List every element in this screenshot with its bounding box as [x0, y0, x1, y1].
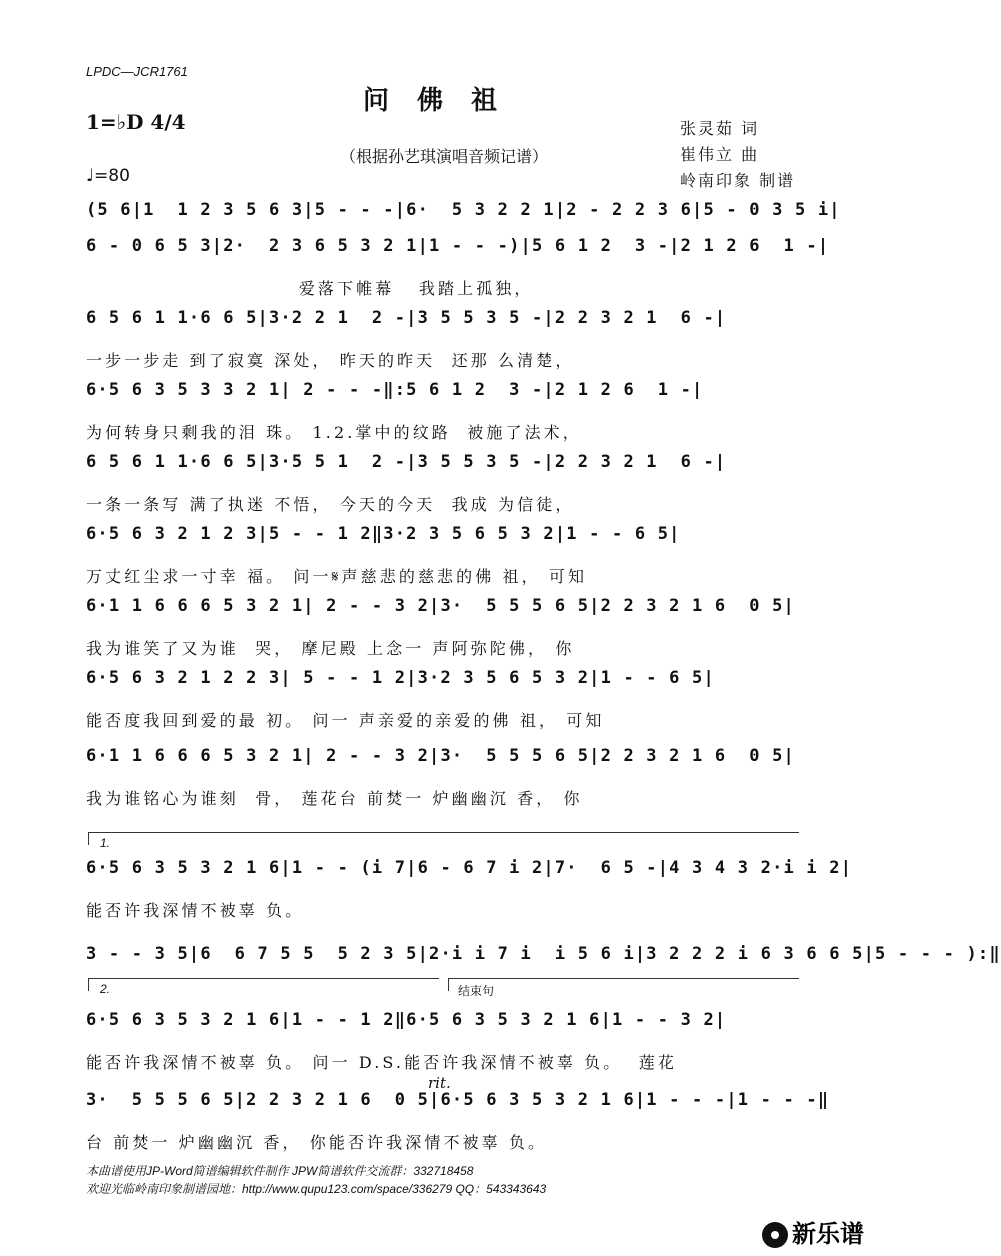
notation-line: 6·1 1 6 6 6 5 3 2 1| 2 - - 3 2|3· 5 5 5 6 5|2 2 3 2 1 6 0 5|	[86, 596, 795, 616]
notation-line: (5 6|1 1 2 3 5 6 3|5 - - -|6· 5 3 2 2 1|2 - 2 2 3 6|5 - 0 3 5 i|	[86, 200, 841, 220]
lyric-line: 万丈红尘求一寸幸 福。 问一𝄋声慈悲的慈悲的佛 祖， 可知	[86, 567, 588, 586]
notation-line: 6 5 6 1 1·6 6 5|3·5 5 1 2 -|3 5 5 3 5 -|2 2 3 2 1 6 -|	[86, 452, 727, 472]
notation-line: 3· 5 5 5 6 5|2 2 3 2 1 6 0 5|6·5 6 3 5 3 2 1 6|1 - - -|1 - - -‖	[86, 1090, 830, 1110]
vinyl-disc-icon	[762, 1222, 788, 1248]
arranger-credit: 岭南印象 制谱	[680, 171, 796, 190]
lyric-line: 台 前焚一 炉幽幽沉 香， 你能否许我深情不被辜 负。	[86, 1133, 548, 1152]
composer-credit: 崔伟立 曲	[680, 145, 760, 164]
lyric-line: 一条一条写 满了执迷 不悟， 今天的今天 我成 为信徒，	[86, 495, 575, 514]
score-code: LPDC—JCR1761	[86, 64, 188, 79]
notation-line: 6·5 6 3 5 3 2 1 6|1 - - 1 2‖6·5 6 3 5 3 2 1 6|1 - - 3 2|	[86, 1010, 727, 1030]
lyricist-credit: 张灵茹 词	[680, 119, 760, 138]
ending-bracket	[448, 978, 799, 991]
notation-line: 6·5 6 3 2 1 2 3|5 - - 1 2‖3·2 3 5 6 5 3 2|1 - - 6 5|	[86, 524, 681, 544]
notation-line: 6·1 1 6 6 6 5 3 2 1| 2 - - 3 2|3· 5 5 5 6 5|2 2 3 2 1 6 0 5|	[86, 746, 795, 766]
lyric-line: 一步一步走 到了寂寞 深处， 昨天的昨天 还那 么清楚，	[86, 351, 575, 370]
lyric-line: 为何转身只剩我的泪 珠。 1.2.掌中的纹路 被施了法术，	[86, 423, 582, 442]
volta-second-label: 2.	[100, 982, 111, 996]
notation-line: 6·5 6 3 5 3 2 1 6|1 - - (i 7|6 - 6 7 i 2|7· 6 5 -|4 3 4 3 2·i i 2|	[86, 858, 853, 878]
tempo-marking: ♩=80	[86, 166, 130, 186]
notation-line: 6·5 6 3 2 1 2 2 3| 5 - - 1 2|3·2 3 5 6 5 3 2|1 - - 6 5|	[86, 668, 715, 688]
notation-line: 6 5 6 1 1·6 6 5|3·2 2 1 2 -|3 5 5 3 5 -|2 2 3 2 1 6 -|	[86, 308, 727, 328]
notation-line: 3 - - 3 5|6 6 7 5 5 5 2 3 5|2·i i 7 i i 5 6 i|3 2 2 2 i 6 3 6 6 5|5 - - - ):‖	[86, 944, 1001, 964]
transcription-source: （根据孙艺琪演唱音频记谱）	[339, 147, 548, 166]
notation-line: 6 - 0 6 5 3|2· 2 3 6 5 3 2 1|1 - - -)|5 6 1 2 3 -|2 1 2 6 1 -|	[86, 236, 830, 256]
lyric-line: 我为谁笑了又为谁 哭， 摩尼殿 上念一 声阿弥陀佛， 你	[86, 639, 575, 658]
volta-first-label: 1.	[100, 836, 111, 850]
lyric-line: 我为谁铭心为谁刻 骨， 莲花台 前焚一 炉幽幽沉 香， 你	[86, 789, 583, 808]
notation-line: 6·5 6 3 5 3 3 2 1| 2 - - -‖:5 6 1 2 3 -|2 1 2 6 1 -|	[86, 380, 704, 400]
volta-second-bracket	[88, 978, 439, 991]
footer-software-note: 本曲谱使用JP-Word简谱编辑软件制作 JPW简谱软件交流群：332718458	[86, 1164, 474, 1178]
ending-label: 结束句	[458, 984, 495, 998]
ritardando-marking: rit.	[428, 1074, 451, 1092]
site-logo-text: 新乐谱	[792, 1220, 864, 1248]
song-title: 问佛祖	[362, 86, 525, 116]
volta-first-bracket	[88, 832, 799, 845]
lyric-line: 爱落下帷幕 我踏上孤独，	[86, 279, 534, 298]
footer-website-note: 欢迎光临岭南印象制谱园地：http://www.qupu123.com/space/336279 QQ：543343643	[86, 1182, 547, 1196]
lyric-line: 能否许我深情不被辜 负。	[86, 901, 305, 920]
site-logo	[762, 1214, 864, 1249]
key-signature: 1=♭D 4/4	[86, 110, 186, 134]
lyric-line: 能否许我深情不被辜 负。 问一 D.S.能否许我深情不被辜 负。 莲花	[86, 1053, 677, 1072]
lyric-line: 能否度我回到爱的最 初。 问一 声亲爱的亲爱的佛 祖， 可知	[86, 711, 605, 730]
